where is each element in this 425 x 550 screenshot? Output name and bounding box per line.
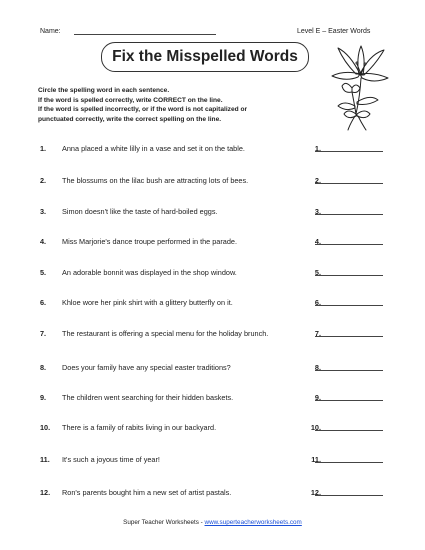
- answer-number: 3.: [314, 207, 321, 216]
- answer-line[interactable]: [315, 370, 383, 371]
- answer-number: 5.: [314, 268, 321, 277]
- instruction-line: If the word is spelled incorrectly, or if the word is not capitalized or: [38, 106, 248, 113]
- answer-line[interactable]: [315, 462, 383, 463]
- question-row: [0, 329, 425, 359]
- question-row: [0, 455, 425, 477]
- question-row: [0, 363, 425, 385]
- question-row: [0, 176, 425, 198]
- question-text: The children went searching for their hidden baskets.: [62, 393, 234, 402]
- answer-line[interactable]: [315, 430, 383, 431]
- answer-number: 6.: [314, 298, 321, 307]
- question-row: [0, 423, 425, 445]
- question-text: An adorable bonnit was displayed in the shop window.: [62, 268, 237, 277]
- question-number: 5.: [40, 268, 47, 277]
- question-text: Miss Marjorie's dance troupe performed in the parade.: [62, 237, 237, 246]
- question-text: Does your family have any special easter traditions?: [62, 363, 231, 372]
- footer-separator: -: [198, 519, 205, 526]
- question-number: 11.: [40, 455, 50, 464]
- page-title: Fix the Misspelled Words: [101, 42, 309, 72]
- answer-line[interactable]: [315, 214, 383, 215]
- question-number: 7.: [40, 329, 47, 338]
- answer-line[interactable]: [315, 183, 383, 184]
- answer-number: 10.: [310, 423, 321, 432]
- answer-number: 8.: [314, 363, 321, 372]
- question-text: Khloe wore her pink shirt with a glittery butterfly on it.: [62, 298, 233, 307]
- answer-line[interactable]: [315, 244, 383, 245]
- answer-number: 12.: [310, 488, 321, 497]
- level-label: Level E – Easter Words: [297, 28, 371, 35]
- answer-number: 7.: [314, 329, 321, 338]
- answer-line[interactable]: [315, 305, 383, 306]
- question-number: 6.: [40, 298, 47, 307]
- question-row: [0, 298, 425, 320]
- answer-line[interactable]: [315, 336, 383, 337]
- instruction-line: If the word is spelled correctly, write CORRECT on the line.: [38, 96, 223, 104]
- question-number: 1.: [40, 144, 47, 153]
- question-text: The restaurant is offering a special menu for the holiday brunch.: [62, 329, 269, 338]
- question-row: [0, 488, 425, 510]
- question-text: Simon doesn't like the taste of hard-boiled eggs.: [62, 207, 218, 216]
- answer-number: 4.: [314, 237, 321, 246]
- instructions: [38, 86, 338, 124]
- question-row: [0, 268, 425, 290]
- footer-link[interactable]: www.superteacherworksheets.com: [204, 519, 302, 526]
- question-number: 9.: [40, 393, 47, 402]
- question-number: 10.: [40, 423, 51, 432]
- question-number: 12.: [40, 488, 51, 497]
- answer-line[interactable]: [315, 495, 383, 496]
- question-text: The blossums on the lilac bush are attracting lots of bees.: [62, 176, 249, 185]
- name-label: Name:: [40, 28, 61, 35]
- question-text: There is a family of rabits living in our backyard.: [62, 423, 217, 432]
- question-row: [0, 144, 425, 166]
- question-row: [0, 237, 425, 259]
- question-number: 4.: [40, 237, 47, 246]
- instruction-line: punctuated correctly, write the correct spelling on the line.: [38, 115, 222, 123]
- instruction-line: Circle the spelling word in each sentence.: [38, 87, 170, 94]
- answer-line[interactable]: [315, 151, 383, 152]
- answer-number: 2.: [314, 176, 321, 185]
- question-text: Anna placed a white lilly in a vase and set it on the table.: [62, 144, 245, 153]
- answer-number: 9.: [314, 393, 321, 402]
- answer-number: 11.: [311, 455, 321, 464]
- question-row: [0, 207, 425, 229]
- answer-line[interactable]: [315, 275, 383, 276]
- question-text: Ron's parents bought him a new set of artist pastals.: [62, 488, 232, 497]
- lily-flower-icon: [330, 44, 392, 132]
- question-number: 2.: [40, 176, 47, 185]
- footer: [0, 519, 425, 526]
- answer-number: 1.: [314, 144, 321, 153]
- question-number: 3.: [40, 207, 47, 216]
- question-number: 8.: [40, 363, 47, 372]
- answer-line[interactable]: [315, 400, 383, 401]
- footer-brand: Super Teacher Worksheets: [123, 519, 199, 526]
- name-line[interactable]: [74, 34, 216, 35]
- question-text: It's such a joyous time of year!: [62, 455, 160, 464]
- question-row: [0, 393, 425, 415]
